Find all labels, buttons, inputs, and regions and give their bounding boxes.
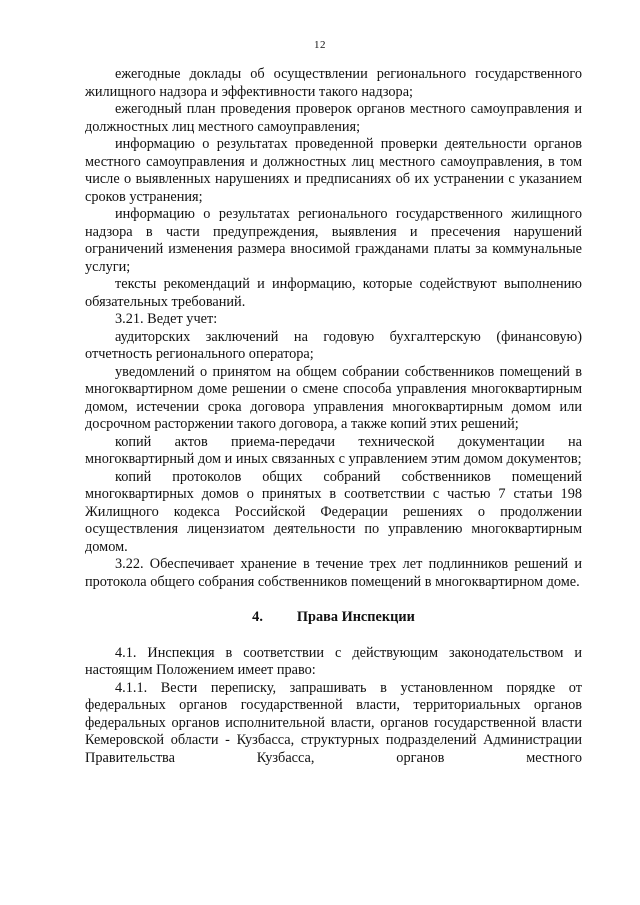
paragraph-annual-plan: ежегодный план проведения проверок органов местного самоуправления и должностных лиц местного самоуправления; bbox=[85, 101, 582, 135]
section-heading bbox=[85, 591, 582, 645]
section-title: Права Инспекции bbox=[296, 609, 415, 625]
paragraph-audit-reports: аудиторских заключений на годовую бухгалтерскую (финансовую) отчетность регионального оператора; bbox=[85, 328, 582, 362]
paragraph-notifications: уведомлений о принятом на общем собрании собственников помещений в многоквартирном доме решении о смене способа управления многоквартирным домом, истечении срока договора управления многоквартирным домом или досрочном расторжении такого договора, а также копий этих решений; bbox=[85, 363, 582, 432]
document-body bbox=[85, 66, 582, 767]
paragraph-3-22: 3.22. Обеспечивает хранение в течение трех лет подлинников решений и протокола общего собрания собственников помещений в многоквартирном доме. bbox=[85, 556, 582, 590]
section-number: 4. bbox=[252, 609, 263, 625]
paragraph-inspection-results: информацию о результатах проведенной проверки деятельности органов местного самоуправления и должностных лиц местного самоуправления, в том числе о выявленных нарушениях и предписаниях об их устранении с указанием сроков устранения; bbox=[85, 136, 582, 205]
paragraph-recommendations: тексты рекомендаций и информацию, которые содействуют выполнению обязательных требований. bbox=[85, 276, 582, 310]
paragraph-supervision-results: информацию о результатах регионального государственного жилищного надзора в части предупреждения, выявления и пресечения нарушений ограничений изменения размера вносимой гражданами платы за коммунальные услуги; bbox=[85, 206, 582, 275]
paragraph-3-21: 3.21. Ведет учет: bbox=[115, 311, 218, 327]
paragraph-4-1-1: 4.1.1. Вести переписку, запрашивать в установленном порядке от федеральных органов государственной власти, территориальных органов федеральных органов исполнительной власти, органов государственной власти Кемеровской области - Кузбасса, структурных подразделений Администрации Правительства Кузбасса, органов местного bbox=[85, 679, 582, 766]
paragraph-4-1: 4.1. Инспекция в соответствии с действующим законодательством и настоящим Положением имеет право: bbox=[85, 644, 582, 678]
page-number: 12 bbox=[314, 39, 326, 51]
paragraph-meeting-protocols: копий протоколов общих собраний собственников помещений многоквартирных домов о принятых в соответствии с частью 7 статьи 198 Жилищного кодекса Российской Федерации решениях о продолжении осуществления лицензиатом деятельности по управлению многоквартирным домом. bbox=[85, 468, 582, 555]
paragraph-transfer-acts: копий актов приема-передачи технической документации на многоквартирный дом и иных связанных с управлением этим домом документов; bbox=[85, 433, 582, 467]
paragraph-annual-reports: ежегодные доклады об осуществлении регионального государственного жилищного надзора и эффективности такого надзора; bbox=[85, 66, 582, 100]
